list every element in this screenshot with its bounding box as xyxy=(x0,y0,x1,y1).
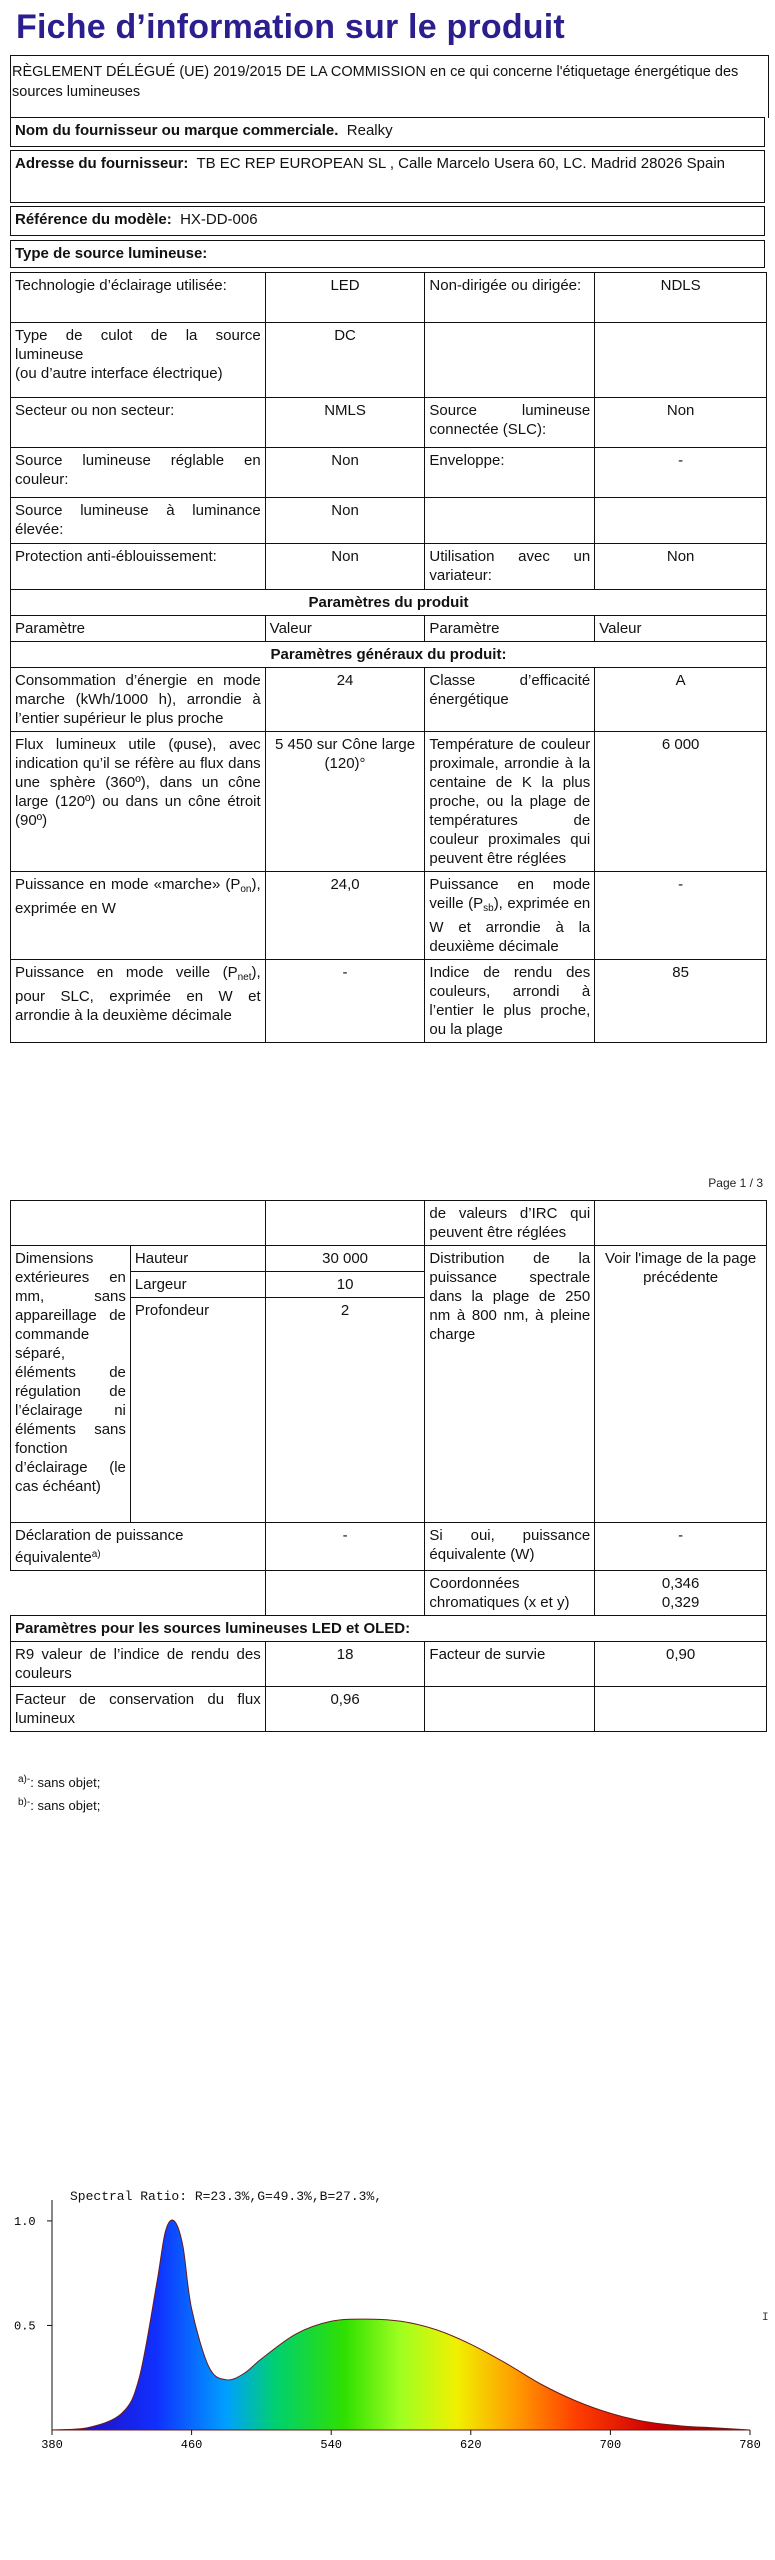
right-marker: I xyxy=(762,2312,769,2324)
cap-type-label-extra: (ou d’autre interface électrique) xyxy=(15,365,223,382)
value-cell: 0,90 xyxy=(595,1642,767,1687)
chromaticity-y: 0,329 xyxy=(661,1594,700,1611)
empty-cell xyxy=(265,1571,425,1616)
value-cell: Non xyxy=(265,498,425,544)
value-cell: Non xyxy=(595,544,767,590)
value-cell: 0,96 xyxy=(265,1687,425,1732)
width-label: Largeur xyxy=(130,1272,265,1298)
page-number: Page 1 / 3 xyxy=(708,1176,763,1190)
param-cell: Température de couleur proximale, arrondie à la centaine de K la plus proche, ou la plage de températures de couleur proximales qui peuvent être réglées xyxy=(425,732,595,872)
param-cell: Source lumineuse à luminance élevée: xyxy=(11,498,266,544)
empty-cell xyxy=(11,1571,266,1616)
table-row xyxy=(11,1616,767,1642)
height-label: Hauteur xyxy=(130,1246,265,1272)
table-row xyxy=(11,1571,767,1616)
table-row xyxy=(11,448,767,498)
standby-power-label-end: ), exprimée en W et arrondie à la deuxième décimale xyxy=(429,895,591,955)
product-params-heading: Paramètres du produit xyxy=(11,590,767,616)
superscript: a) xyxy=(18,1774,27,1785)
supplier-value: Realky xyxy=(346,122,393,139)
source-type-table xyxy=(10,272,767,1043)
supplier-row xyxy=(10,117,765,147)
value-cell xyxy=(595,1687,767,1732)
model-row xyxy=(10,206,765,236)
chromaticity-value xyxy=(595,1571,767,1616)
param-cell: Facteur de conservation du flux lumineux xyxy=(11,1687,266,1732)
model-label: Référence du modèle: xyxy=(15,211,172,228)
general-params-heading: Paramètres généraux du produit: xyxy=(11,642,767,668)
x-tick-label: 620 xyxy=(459,2438,482,2452)
column-header: Valeur xyxy=(595,616,767,642)
y-tick-label: 1.0 xyxy=(14,2214,36,2229)
value-cell: Non xyxy=(595,398,767,448)
value-cell: 6 000 xyxy=(595,732,767,872)
chart-title: Spectral Ratio: R=23.3%,G=49.3%,B=27.3%, xyxy=(70,2189,383,2204)
value-cell: - xyxy=(265,1523,425,1571)
table-row xyxy=(11,960,767,1043)
column-header: Paramètre xyxy=(11,616,266,642)
param-cell: Protection anti-éblouissement: xyxy=(11,544,266,590)
param-cell: Technologie d’éclairage utilisée: xyxy=(11,273,266,323)
superscript: b) xyxy=(18,1797,27,1808)
on-power-label-end: ), exprimée en W xyxy=(15,876,261,917)
page-title: Fiche d’information sur le produit xyxy=(16,8,565,46)
cap-type-label: Type de culot de la source lumineuse xyxy=(15,327,261,363)
param-cell xyxy=(425,323,595,398)
param-cell: Utilisation avec un variateur: xyxy=(425,544,595,590)
footnote-mark: - xyxy=(26,1797,31,1808)
table-row xyxy=(11,732,767,872)
value-cell xyxy=(265,1201,425,1246)
x-ticks xyxy=(41,2430,761,2452)
led-params-heading: Paramètres pour les sources lumineuses LED et OLED: xyxy=(11,1616,767,1642)
param-cell: Non-dirigée ou dirigée: xyxy=(425,273,595,323)
superscript: a) xyxy=(91,1549,101,1560)
x-tick-label: 700 xyxy=(599,2438,622,2452)
value-cell: Non xyxy=(265,544,425,590)
value-cell: - xyxy=(265,960,425,1043)
address-row xyxy=(10,150,765,203)
param-cell xyxy=(425,498,595,544)
param-cell: Indice de rendu des couleurs, arrondi à l’entier le plus proche, ou la plage xyxy=(425,960,595,1043)
param-cell: Consommation d’énergie en mode marche (kWh/1000 h), arrondie à l’entier supérieur le plus proche xyxy=(11,668,266,732)
param-cell: Si oui, puissance équivalente (W) xyxy=(425,1523,595,1571)
subscript: sb xyxy=(483,903,494,914)
subscript: on xyxy=(240,884,252,895)
value-cell xyxy=(595,498,767,544)
value-cell: DC xyxy=(265,323,425,398)
param-cell xyxy=(425,872,595,960)
param-cell: Facteur de survie xyxy=(425,1642,595,1687)
net-standby-label: Puissance en mode veille (P xyxy=(15,964,238,981)
value-cell: - xyxy=(595,1523,767,1571)
footnote xyxy=(18,1793,100,1816)
param-cell xyxy=(11,323,266,398)
param-cell: Secteur ou non secteur: xyxy=(11,398,266,448)
param-cell: R9 valeur de l’indice de rendu des couleurs xyxy=(11,1642,266,1687)
value-cell: 24,0 xyxy=(265,872,425,960)
table-row xyxy=(11,273,767,323)
table-row xyxy=(11,590,767,616)
param-cell: Source lumineuse connectée (SLC): xyxy=(425,398,595,448)
spectral-label: Distribution de la puissance spectrale dans la plage de 250 nm à 800 nm, à pleine charge xyxy=(425,1246,595,1523)
param-cell: Enveloppe: xyxy=(425,448,595,498)
address-label: Adresse du fournisseur: xyxy=(15,155,189,172)
table-row xyxy=(11,872,767,960)
footnotes xyxy=(18,1770,100,1816)
footnote xyxy=(18,1770,100,1793)
column-header: Valeur xyxy=(265,616,425,642)
spectrum-chart xyxy=(0,2180,775,2460)
spectrum-area xyxy=(52,2220,750,2430)
param-cell: de valeurs d’IRC qui peuvent être réglées xyxy=(425,1201,595,1246)
width-value: 10 xyxy=(265,1272,425,1298)
value-cell: - xyxy=(595,872,767,960)
table-row xyxy=(11,1642,767,1687)
x-tick-label: 380 xyxy=(41,2438,63,2452)
table-row xyxy=(11,1201,767,1246)
address-value: TB EC REP EUROPEAN SL , Calle Marcelo Usera 60, LC. Madrid 28026 Spain xyxy=(196,155,726,172)
param-cell xyxy=(11,960,266,1043)
model-value: HX-DD-006 xyxy=(180,211,258,228)
equiv-label-cell xyxy=(11,1523,266,1571)
table-row xyxy=(11,323,767,398)
table-row xyxy=(11,498,767,544)
table-row xyxy=(11,668,767,732)
param-cell xyxy=(425,1687,595,1732)
y-tick-label: 0.5 xyxy=(14,2319,36,2334)
continued-table xyxy=(10,1200,767,1732)
value-cell: LED xyxy=(265,273,425,323)
table-row xyxy=(11,642,767,668)
x-tick-label: 460 xyxy=(180,2438,203,2452)
param-cell: Flux lumineux utile (φuse), avec indication qu’il se réfère au flux dans une sphère (360º), dans un cône large (120º) ou dans un cône étroit (90º) xyxy=(11,732,266,872)
value-cell: 18 xyxy=(265,1642,425,1687)
table-row xyxy=(11,544,767,590)
value-cell: 24 xyxy=(265,668,425,732)
param-cell xyxy=(11,872,266,960)
source-type-heading: Type de source lumineuse: xyxy=(10,240,765,268)
equiv-label: Déclaration de puissance équivalente xyxy=(15,1527,184,1566)
value-cell: - xyxy=(595,448,767,498)
regulation-text: RÈGLEMENT DÉLÉGUÉ (UE) 2019/2015 DE LA COMMISSION en ce qui concerne l'étiquetage énergétique des sources lumineuses xyxy=(12,64,739,100)
x-tick-label: 780 xyxy=(739,2438,761,2452)
param-cell xyxy=(11,1201,266,1246)
value-cell: 85 xyxy=(595,960,767,1043)
footnote-mark: - xyxy=(26,1774,31,1785)
param-cell: Source lumineuse réglable en couleur: xyxy=(11,448,266,498)
value-cell xyxy=(595,323,767,398)
param-cell: Classe d’efficacité énergétique xyxy=(425,668,595,732)
footnote-text: : sans objet; xyxy=(30,1798,101,1813)
value-cell: 5 450 sur Cône large (120)° xyxy=(265,732,425,872)
value-cell xyxy=(595,1201,767,1246)
chromaticity-label: Coordonnées chromatiques (x et y) xyxy=(425,1571,595,1616)
depth-value: 2 xyxy=(265,1298,425,1523)
value-cell: NDLS xyxy=(595,273,767,323)
table-row xyxy=(11,1687,767,1732)
standby-power-label: Puissance en mode veille (P xyxy=(429,876,591,912)
y-ticks xyxy=(14,2215,52,2334)
spectral-value: Voir l'image de la page précédente xyxy=(595,1246,767,1523)
net-standby-label-end: ), pour SLC, exprimée en W et arrondie à la deuxième décimale xyxy=(15,964,261,1024)
value-cell: Non xyxy=(265,448,425,498)
height-value: 30 000 xyxy=(265,1246,425,1272)
dimensions-label: Dimensions extérieures en mm, sans appareillage de commande séparé, éléments de régulation de l’éclairage ni éléments sans fonction d’éclairage (le cas échéant) xyxy=(11,1246,131,1523)
table-row xyxy=(11,1246,767,1272)
table-row xyxy=(11,1523,767,1571)
column-header: Paramètre xyxy=(425,616,595,642)
table-row xyxy=(11,616,767,642)
footnote-text: : sans objet; xyxy=(30,1775,101,1790)
supplier-label: Nom du fournisseur ou marque commerciale. xyxy=(15,122,339,139)
table-row xyxy=(11,398,767,448)
subscript: net xyxy=(237,972,252,983)
value-cell: A xyxy=(595,668,767,732)
x-tick-label: 540 xyxy=(320,2438,343,2452)
on-power-label: Puissance en mode «marche» (P xyxy=(15,876,241,893)
chromaticity-x: 0,346 xyxy=(661,1575,700,1592)
depth-label: Profondeur xyxy=(130,1298,265,1523)
value-cell: NMLS xyxy=(265,398,425,448)
